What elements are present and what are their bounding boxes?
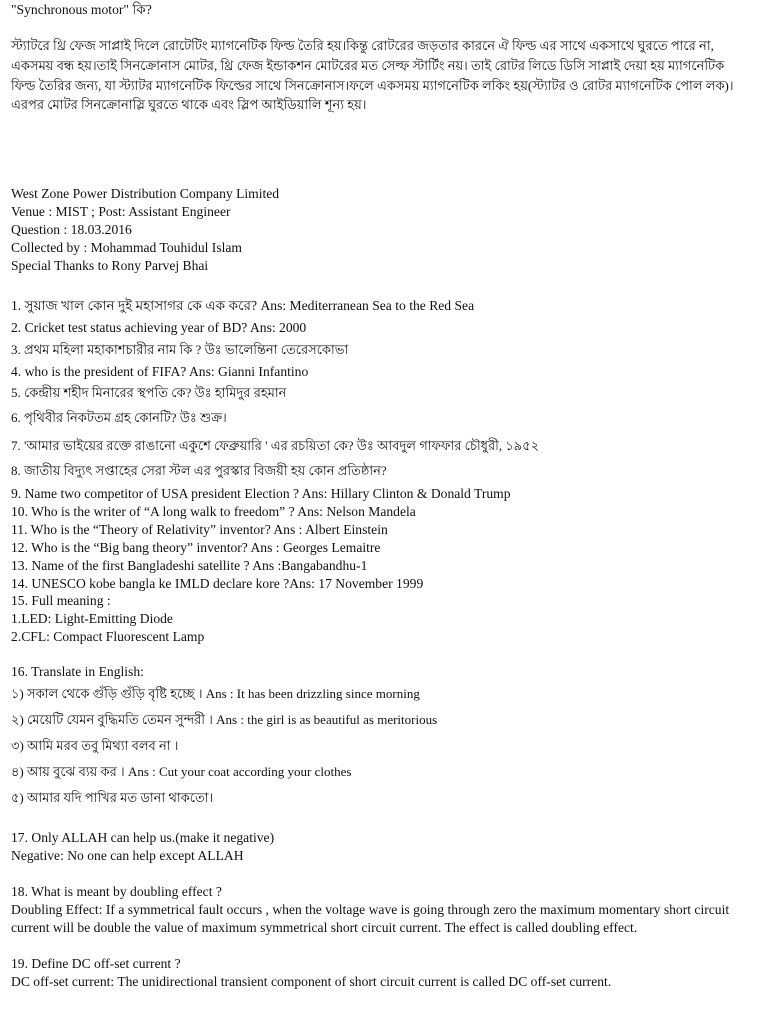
- question-18-answer: Doubling Effect: If a symmetrical fault occurs , when the voltage wave is going through zero the maximum momentary short circuit current will be double the value of maximum symmetrical short circuit current. The effect is called doubling effect.: [11, 902, 730, 935]
- question-1: 1. সুয়াজ খাল কোন দুই মহাসাগর কে এক করে? Ans: Mediterranean Sea to the Red Sea: [11, 298, 475, 313]
- question-14: 14. UNESCO kobe bangla ke IMLD declare kore ?Ans: 17 November 1999: [11, 576, 424, 591]
- venue-line: Venue : MIST ; Post: Assistant Engineer: [11, 204, 231, 219]
- question-16-item-1: ১) সকাল থেকে গুঁড়ি গুঁড়ি বৃষ্টি হচ্ছে । Ans : It has been drizzling since morning: [11, 686, 420, 701]
- question-9: 9. Name two competitor of USA president Election ? Ans: Hillary Clinton & Donald Trump: [11, 486, 511, 501]
- intro-answer-line-4: এরপর মোটর সিনক্রোনাস্লি ঘুরতে থাকে এবং স্লিপ আইডিয়ালি শূন্য হয়।: [11, 97, 367, 112]
- question-12: 12. Who is the “Big bang theory” inventor? Ans : Georges Lemaitre: [11, 540, 381, 555]
- question-11: 11. Who is the “Theory of Relativity” inventor? Ans : Albert Einstein: [11, 522, 388, 537]
- question-3: 3. প্রথম মহিলা মহাকাশচারীর নাম কি ? উঃ ভালেন্তিনা তেরেসকোভা: [11, 342, 349, 357]
- intro-answer-line-2: একসময় বন্ধ হয়।তাই সিনক্রোনাস মোটর, থ্রি ফেজ ইন্ডাকশন মোটরের মত সেল্ফ স্টার্টিং নয়। তাই রোটর লিডে ডিসি সাপ্লাই দেয়া হয় ম্যাগনেটিক: [11, 58, 725, 73]
- question-16-item-5: ৫) আমার যদি পাখির মত ডানা থাকতো।: [11, 790, 214, 805]
- question-17: 17. Only ALLAH can help us.(make it negative): [11, 830, 275, 845]
- question-2: 2. Cricket test status achieving year of BD? Ans: 2000: [11, 320, 307, 335]
- collected-by: Collected by : Mohammad Touhidul Islam: [11, 240, 242, 255]
- question-15-cfl: 2.CFL: Compact Fluorescent Lamp: [11, 629, 205, 644]
- question-7: 7. 'আমার ভাইয়ের রক্তে রাঙানো একুশে ফেব্রুয়ারি ' এর রচয়িতা কে? উঃ আবদুল গাফফার চৌধুরী, ১৯৫২: [11, 438, 540, 453]
- question-5: 5. কেন্দ্রীয় শহীদ মিনারের স্থপতি কে? উঃ হামিদুর রহমান: [11, 385, 287, 400]
- intro-answer-line-3: ফিল্ড তৈরির জন্য, যা স্ট্যাটর ম্যাগনেটিক ফিল্ডের সাথে সিনক্রোনাস।ফলে একসময় ম্যাগনেটিক লকিং হয়(স্ট্যাটর ও রোটর ম্যাগনেটিক পোল লক)।: [11, 78, 734, 93]
- question-date: Question : 18.03.2016: [11, 222, 132, 237]
- question-16-item-4: ৪) আয় বুঝে ব্যয় কর । Ans : Cut your coat according your clothes: [11, 764, 352, 779]
- question-8: 8. জাতীয় বিদ্যুৎ সপ্তাহের সেরা স্টল এর পুরস্কার বিজয়ী হয় কোন প্রতিষ্ঠান?: [11, 463, 387, 478]
- question-18: 18. What is meant by doubling effect ?: [11, 884, 222, 899]
- question-10: 10. Who is the writer of “A long walk to freedom” ? Ans: Nelson Mandela: [11, 504, 416, 519]
- question-16: 16. Translate in English:: [11, 664, 144, 679]
- question-19: 19. Define DC off-set current ?: [11, 956, 181, 971]
- question-4: 4. who is the president of FIFA? Ans: Gianni Infantino: [11, 364, 309, 379]
- question-16-item-3: ৩) আমি মরব তবু মিথ্যা বলব না ।: [11, 738, 179, 753]
- question-15-led: 1.LED: Light-Emitting Diode: [11, 611, 173, 626]
- question-13: 13. Name of the first Bangladeshi satellite ? Ans :Bangabandhu-1: [11, 558, 368, 573]
- question-6: 6. পৃথিবীর নিকটতম গ্রহ কোনটি? উঃ শুক্র।: [11, 410, 227, 425]
- question-17-answer: Negative: No one can help except ALLAH: [11, 848, 244, 863]
- company-name: West Zone Power Distribution Company Limited: [11, 186, 280, 201]
- intro-answer-line-1: স্ট্যাটরে থ্রি ফেজ সাপ্লাই দিলে রোটেটিং ম্যাগনেটিক ফিল্ড তৈরি হয়।কিন্তু রোটরের জড়তার কারনে ঐ ফিল্ড এর সাথে একসাথে ঘুরতে পারে না,: [11, 38, 714, 53]
- question-19-answer: DC off-set current: The unidirectional transient component of short circuit current is called DC off-set current.: [11, 974, 612, 989]
- special-thanks: Special Thanks to Rony Parvej Bhai: [11, 258, 209, 273]
- question-16-item-2: ২) মেয়েটি যেমন বুদ্ধিমতি তেমন সুন্দরী । Ans : the girl is as beautiful as meritorious: [11, 712, 438, 727]
- intro-question: "Synchronous motor" কি?: [11, 2, 152, 17]
- question-15: 15. Full meaning :: [11, 593, 111, 608]
